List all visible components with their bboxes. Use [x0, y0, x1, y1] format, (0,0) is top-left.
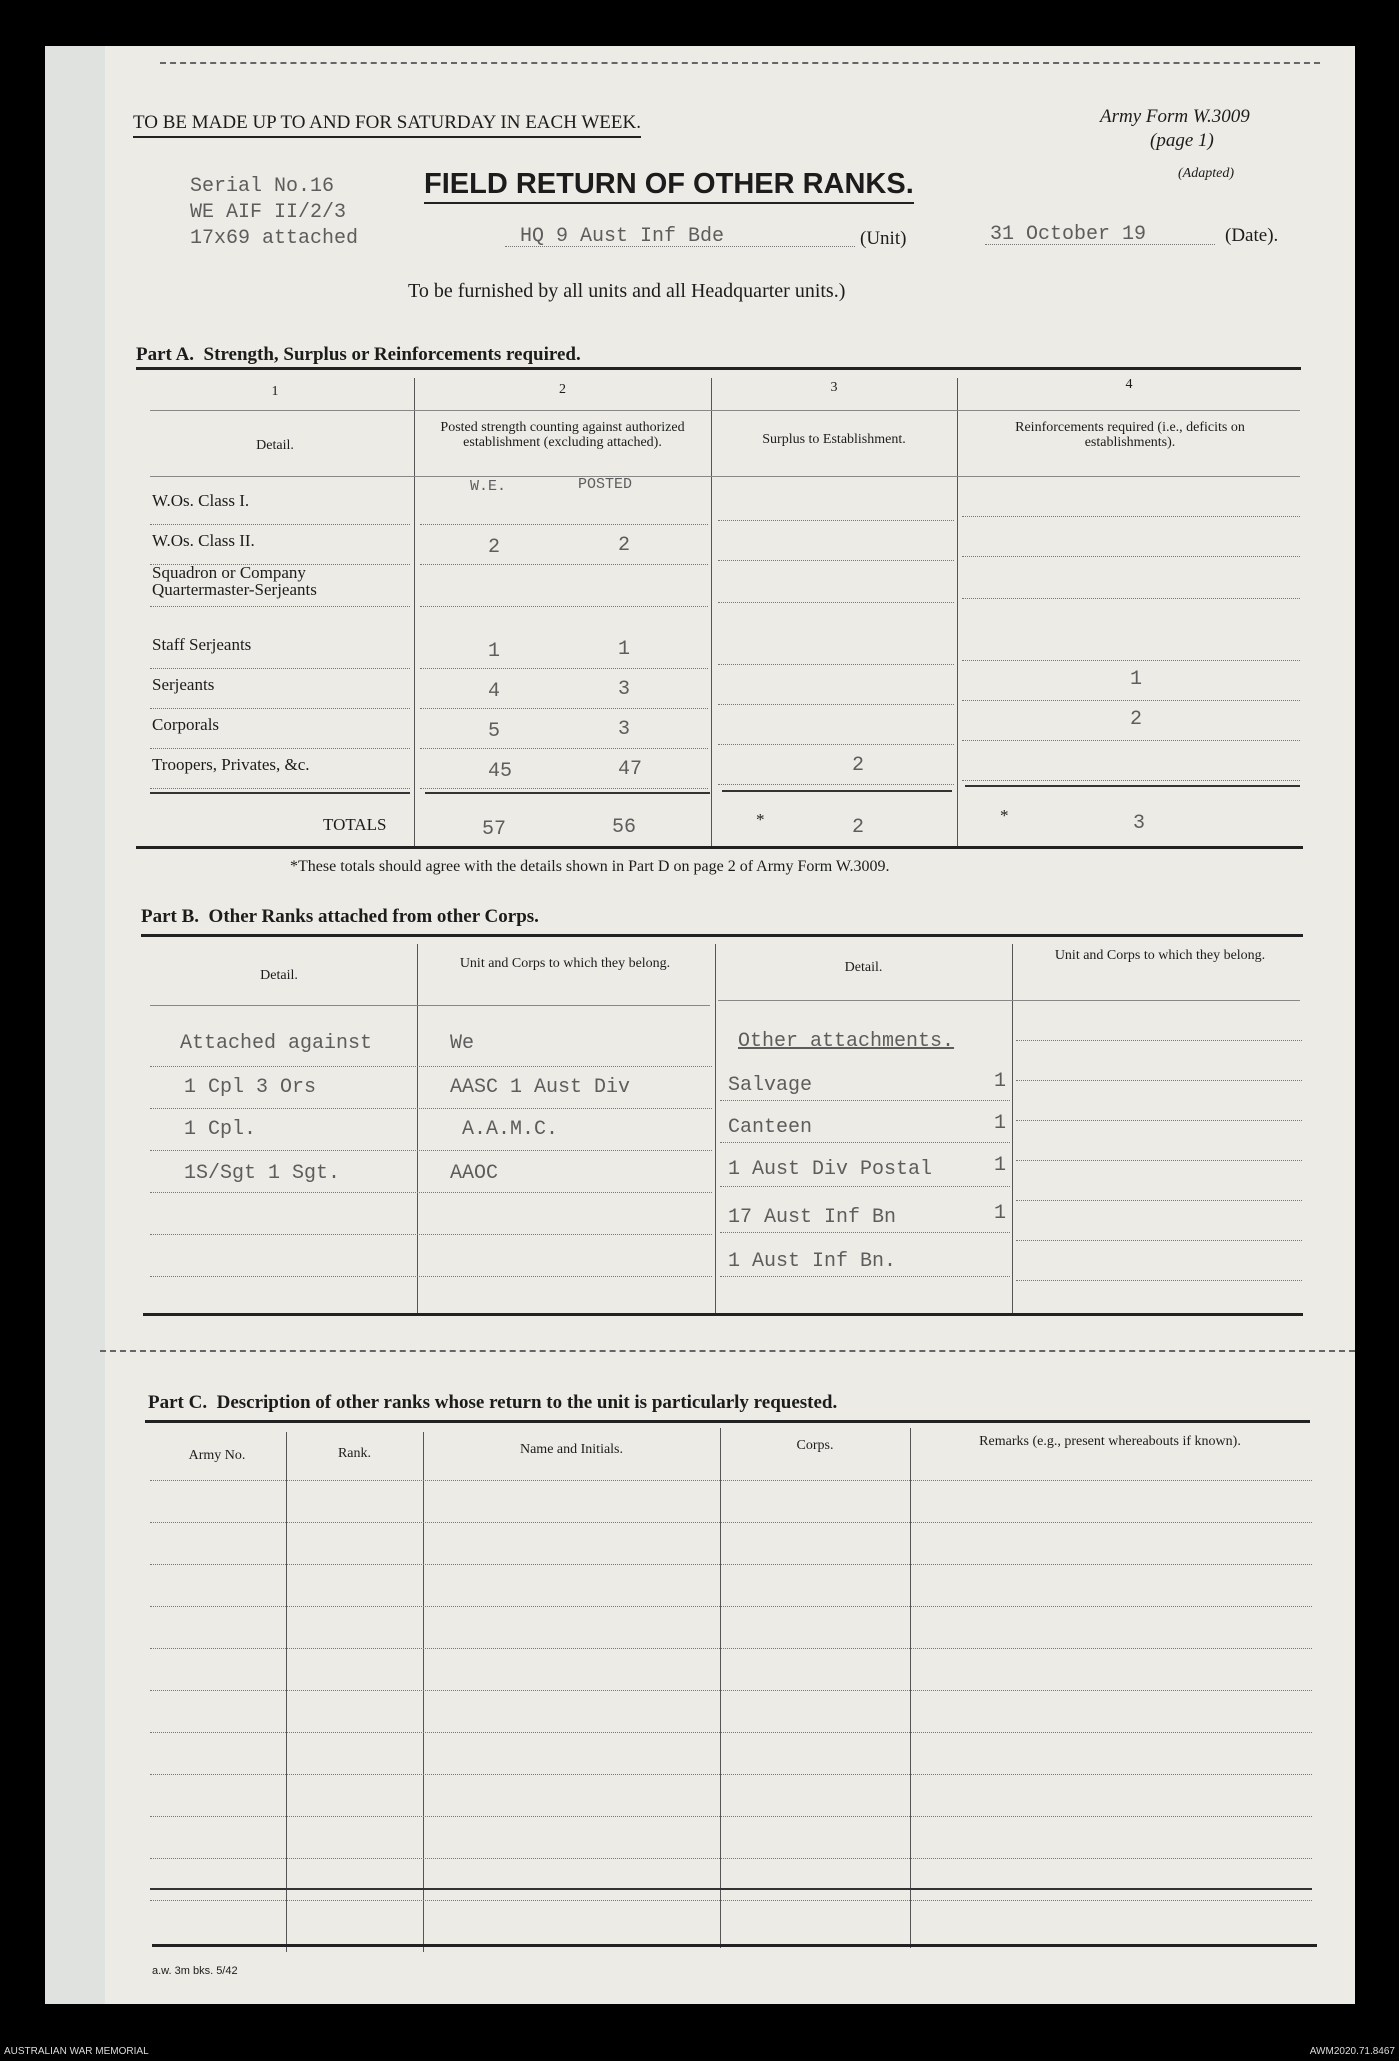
part-c-rule — [150, 1774, 1312, 1775]
row-rule — [420, 606, 708, 607]
part-b-rule — [1016, 1280, 1302, 1281]
serial-line: Serial No.16 — [190, 175, 335, 198]
part-c-rule — [150, 1480, 1312, 1481]
other-attachment-detail: 1 Aust Inf Bn. — [728, 1250, 897, 1273]
unit-underline — [505, 246, 855, 247]
part-c-header-name: Name and Initials. — [519, 1442, 624, 1457]
serial-block — [190, 174, 358, 252]
header-rule — [150, 476, 1300, 477]
part-a-col-divider — [414, 378, 415, 846]
row-rule — [962, 598, 1300, 599]
attached-unit: We — [450, 1032, 475, 1055]
row-rule — [962, 516, 1300, 517]
part-a-col-divider — [711, 378, 712, 846]
part-b-rule — [1016, 1160, 1302, 1161]
part-c-rule — [150, 1732, 1312, 1733]
header-rule — [150, 410, 1300, 411]
footer-left: AUSTRALIAN WAR MEMORIAL — [4, 2046, 149, 2057]
instruction-text: TO BE MADE UP TO AND FOR SATURDAY IN EACH WEEK. — [133, 112, 641, 138]
other-attachment-detail: Canteen — [728, 1116, 813, 1139]
part-c-rule — [150, 1816, 1312, 1817]
part-c-rule — [150, 1900, 1312, 1901]
top-perforation — [160, 62, 1320, 64]
part-b-rule — [150, 1150, 712, 1151]
part-c-bottom-rule — [152, 1944, 1317, 1947]
part-b-bottom-rule — [143, 1313, 1303, 1316]
part-b-rule — [150, 1066, 712, 1067]
row-posted: 1 — [618, 638, 631, 661]
other-attachment-detail: Salvage — [728, 1074, 813, 1097]
part-c-heading — [148, 1392, 837, 1414]
part-b-rule — [150, 1108, 712, 1109]
part-c-rule — [150, 1606, 1312, 1607]
row-label: Staff Serjeants — [152, 635, 252, 654]
other-attachment-count: 1 — [994, 1154, 1007, 1177]
col-number-2: 2 — [559, 382, 566, 397]
row-we: 2 — [488, 536, 501, 559]
totals-rule — [722, 790, 952, 792]
footer-right: AWM2020.71.8467 — [1309, 2046, 1395, 2057]
totals-rule — [425, 792, 710, 794]
row-label: Corporals — [152, 715, 220, 734]
part-b-title: Other Ranks attached from other Corps. — [208, 906, 539, 927]
col-number-1: 1 — [271, 384, 279, 399]
part-b-rule — [720, 1186, 1010, 1187]
part-b-label: Part B. — [141, 906, 200, 927]
part-b-header-unit-2: Unit and Corps to which they belong. — [1054, 948, 1266, 963]
part-b-header-detail: Detail. — [260, 968, 298, 983]
part-c-top-rule — [145, 1420, 1310, 1423]
part-b-rule — [150, 1192, 712, 1193]
totals-rule — [150, 792, 410, 794]
paper-left-strip — [45, 46, 105, 2004]
row-surplus: 2 — [852, 754, 865, 777]
row-rule — [150, 668, 410, 669]
part-c-col-divider — [720, 1428, 721, 1948]
form-title: FIELD RETURN OF OTHER RANKS. — [424, 168, 914, 204]
totals-label: TOTALS — [323, 815, 387, 834]
row-rule — [962, 660, 1300, 661]
col-number-4: 4 — [1125, 377, 1133, 392]
part-c-total-rule — [150, 1888, 1312, 1890]
row-label: Serjeants — [152, 675, 215, 694]
row-rule — [150, 748, 410, 749]
part-a-col-divider — [957, 378, 958, 846]
part-b-rule — [1016, 1240, 1302, 1241]
part-c-col-divider — [423, 1432, 424, 1952]
other-attachment-count: 1 — [994, 1070, 1007, 1093]
part-c-rule — [150, 1522, 1312, 1523]
part-b-rule — [1016, 1200, 1302, 1201]
part-b-rule — [150, 1234, 712, 1235]
row-rule — [150, 788, 410, 789]
part-c-header-corps: Corps. — [796, 1438, 834, 1453]
subheader-posted: POSTED — [578, 476, 633, 493]
row-rule — [420, 788, 708, 789]
part-c-title: Description of other ranks whose return to the unit is particularly requested. — [216, 1392, 838, 1413]
row-rule — [962, 740, 1300, 741]
row-rule — [718, 560, 954, 561]
part-b-header-unit: Unit and Corps to which they belong. — [459, 956, 671, 971]
attached-detail: Attached against — [180, 1032, 373, 1055]
row-rule — [150, 708, 410, 709]
part-b-col-divider — [715, 944, 716, 1316]
col-header-posted: Posted strength counting against authorized establishment (excluding attached). — [440, 420, 685, 450]
row-label: Troopers, Privates, &c. — [152, 755, 310, 774]
part-b-top-rule — [141, 934, 1303, 937]
part-b-header-rule — [718, 1000, 1300, 1001]
date-value: 31 October 19 — [990, 223, 1147, 246]
attached-unit: AASC 1 Aust Div — [450, 1076, 631, 1099]
row-we: 45 — [488, 760, 513, 783]
attached-detail: 1 Cpl 3 Ors — [184, 1076, 317, 1099]
date-underline — [985, 244, 1215, 245]
totals-rule — [965, 785, 1300, 787]
row-rule — [962, 780, 1300, 781]
part-b-rule — [720, 1232, 1010, 1233]
col-header-reinforcements: Reinforcements required (i.e., deficits on establishments). — [1015, 420, 1245, 450]
row-label: W.Os. Class I. — [152, 491, 250, 510]
row-rule — [718, 784, 954, 785]
unit-value: HQ 9 Aust Inf Bde — [520, 225, 725, 248]
serial-line: 17x69 attached — [190, 227, 359, 250]
row-posted: 47 — [618, 758, 643, 781]
totals-reinf: 3 — [1133, 812, 1146, 835]
part-b-rule — [720, 1100, 1010, 1101]
row-rule — [718, 520, 954, 521]
part-c-header-rank: Rank. — [337, 1446, 372, 1461]
part-c-col-divider — [286, 1432, 287, 1952]
attached-detail: 1 Cpl. — [184, 1118, 257, 1141]
row-rule — [718, 744, 954, 745]
part-c-rule — [150, 1648, 1312, 1649]
row-posted: 3 — [618, 718, 631, 741]
unit-label: (Unit) — [860, 228, 907, 249]
row-we: 5 — [488, 720, 501, 743]
row-rule — [420, 564, 708, 565]
col-header-detail: Detail. — [256, 438, 294, 453]
part-b-rule — [1016, 1120, 1302, 1121]
part-b-header-rule — [150, 1005, 710, 1006]
part-a-label: Part A. — [136, 344, 195, 365]
row-rule — [962, 556, 1300, 557]
row-rule — [718, 664, 954, 665]
part-a-heading — [136, 344, 581, 366]
row-rule — [718, 704, 954, 705]
part-a-top-rule — [136, 367, 1301, 370]
col-number-3: 3 — [830, 380, 838, 395]
part-a-title: Strength, Surplus or Reinforcements required. — [203, 344, 581, 365]
col-header-surplus: Surplus to Establishment. — [762, 432, 906, 447]
row-rule — [420, 524, 708, 525]
row-we: 1 — [488, 640, 501, 663]
form-number: Army Form W.3009 — [1100, 106, 1250, 127]
part-b-rule — [1016, 1080, 1302, 1081]
part-b-rule — [150, 1276, 712, 1277]
part-c-label: Part C. — [148, 1392, 208, 1413]
row-rule — [420, 668, 708, 669]
row-posted: 2 — [618, 534, 631, 557]
other-attachment-count: 1 — [994, 1112, 1007, 1135]
row-label: Squadron or Company Quartermaster-Serjeants — [152, 563, 317, 599]
totals-surplus: 2 — [852, 816, 865, 839]
part-c-header-remarks: Remarks (e.g., present whereabouts if known). — [979, 1434, 1241, 1449]
totals-star: * — [1000, 806, 1009, 825]
date-label: (Date). — [1225, 225, 1279, 246]
part-c-rule — [150, 1858, 1312, 1859]
other-attachments-heading: Other attachments. — [738, 1030, 955, 1053]
row-rule — [718, 602, 954, 603]
totals-posted: 56 — [612, 816, 637, 839]
form-paper — [45, 46, 1355, 2004]
attached-unit: A.A.M.C. — [462, 1118, 559, 1141]
part-b-heading — [141, 906, 539, 928]
row-label: W.Os. Class II. — [152, 531, 255, 550]
row-we: 4 — [488, 680, 501, 703]
part-c-rule — [150, 1690, 1312, 1691]
row-reinf: 1 — [1130, 668, 1143, 691]
part-c-header-army-no: Army No. — [188, 1448, 246, 1463]
row-rule — [962, 700, 1300, 701]
row-posted: 3 — [618, 678, 631, 701]
other-attachment-count: 1 — [994, 1202, 1007, 1225]
attached-unit: AAOC — [450, 1162, 499, 1185]
row-rule — [420, 748, 708, 749]
page-indicator: (page 1) — [1150, 130, 1214, 151]
other-attachment-detail: 1 Aust Div Postal — [728, 1158, 933, 1181]
part-b-header-detail-2: Detail. — [844, 960, 883, 975]
print-code: a.w. 3m bks. 5/42 — [152, 1965, 238, 1977]
part-b-rule — [720, 1142, 1010, 1143]
furnish-note: To be furnished by all units and all Headquarter units.) — [408, 280, 846, 302]
part-b-rule — [1016, 1040, 1302, 1041]
part-c-col-divider — [910, 1428, 911, 1948]
part-a-footnote: *These totals should agree with the details shown in Part D on page 2 of Army Form W.3009. — [290, 858, 890, 875]
middle-perforation — [100, 1350, 1355, 1352]
totals-star: * — [756, 810, 765, 829]
subheader-we: W.E. — [470, 478, 507, 495]
row-rule — [150, 606, 410, 607]
attached-detail: 1S/Sgt 1 Sgt. — [184, 1162, 341, 1185]
serial-line: WE AIF II/2/3 — [190, 201, 347, 224]
row-rule — [150, 524, 410, 525]
row-rule — [420, 708, 708, 709]
part-c-rule — [150, 1564, 1312, 1565]
other-attachment-detail: 17 Aust Inf Bn — [728, 1206, 897, 1229]
totals-we: 57 — [482, 818, 507, 841]
adapted-note: (Adapted) — [1178, 166, 1234, 181]
part-a-bottom-rule — [136, 846, 1303, 849]
part-b-col-divider — [417, 944, 418, 1316]
row-reinf: 2 — [1130, 708, 1143, 731]
part-b-rule — [720, 1276, 1010, 1277]
